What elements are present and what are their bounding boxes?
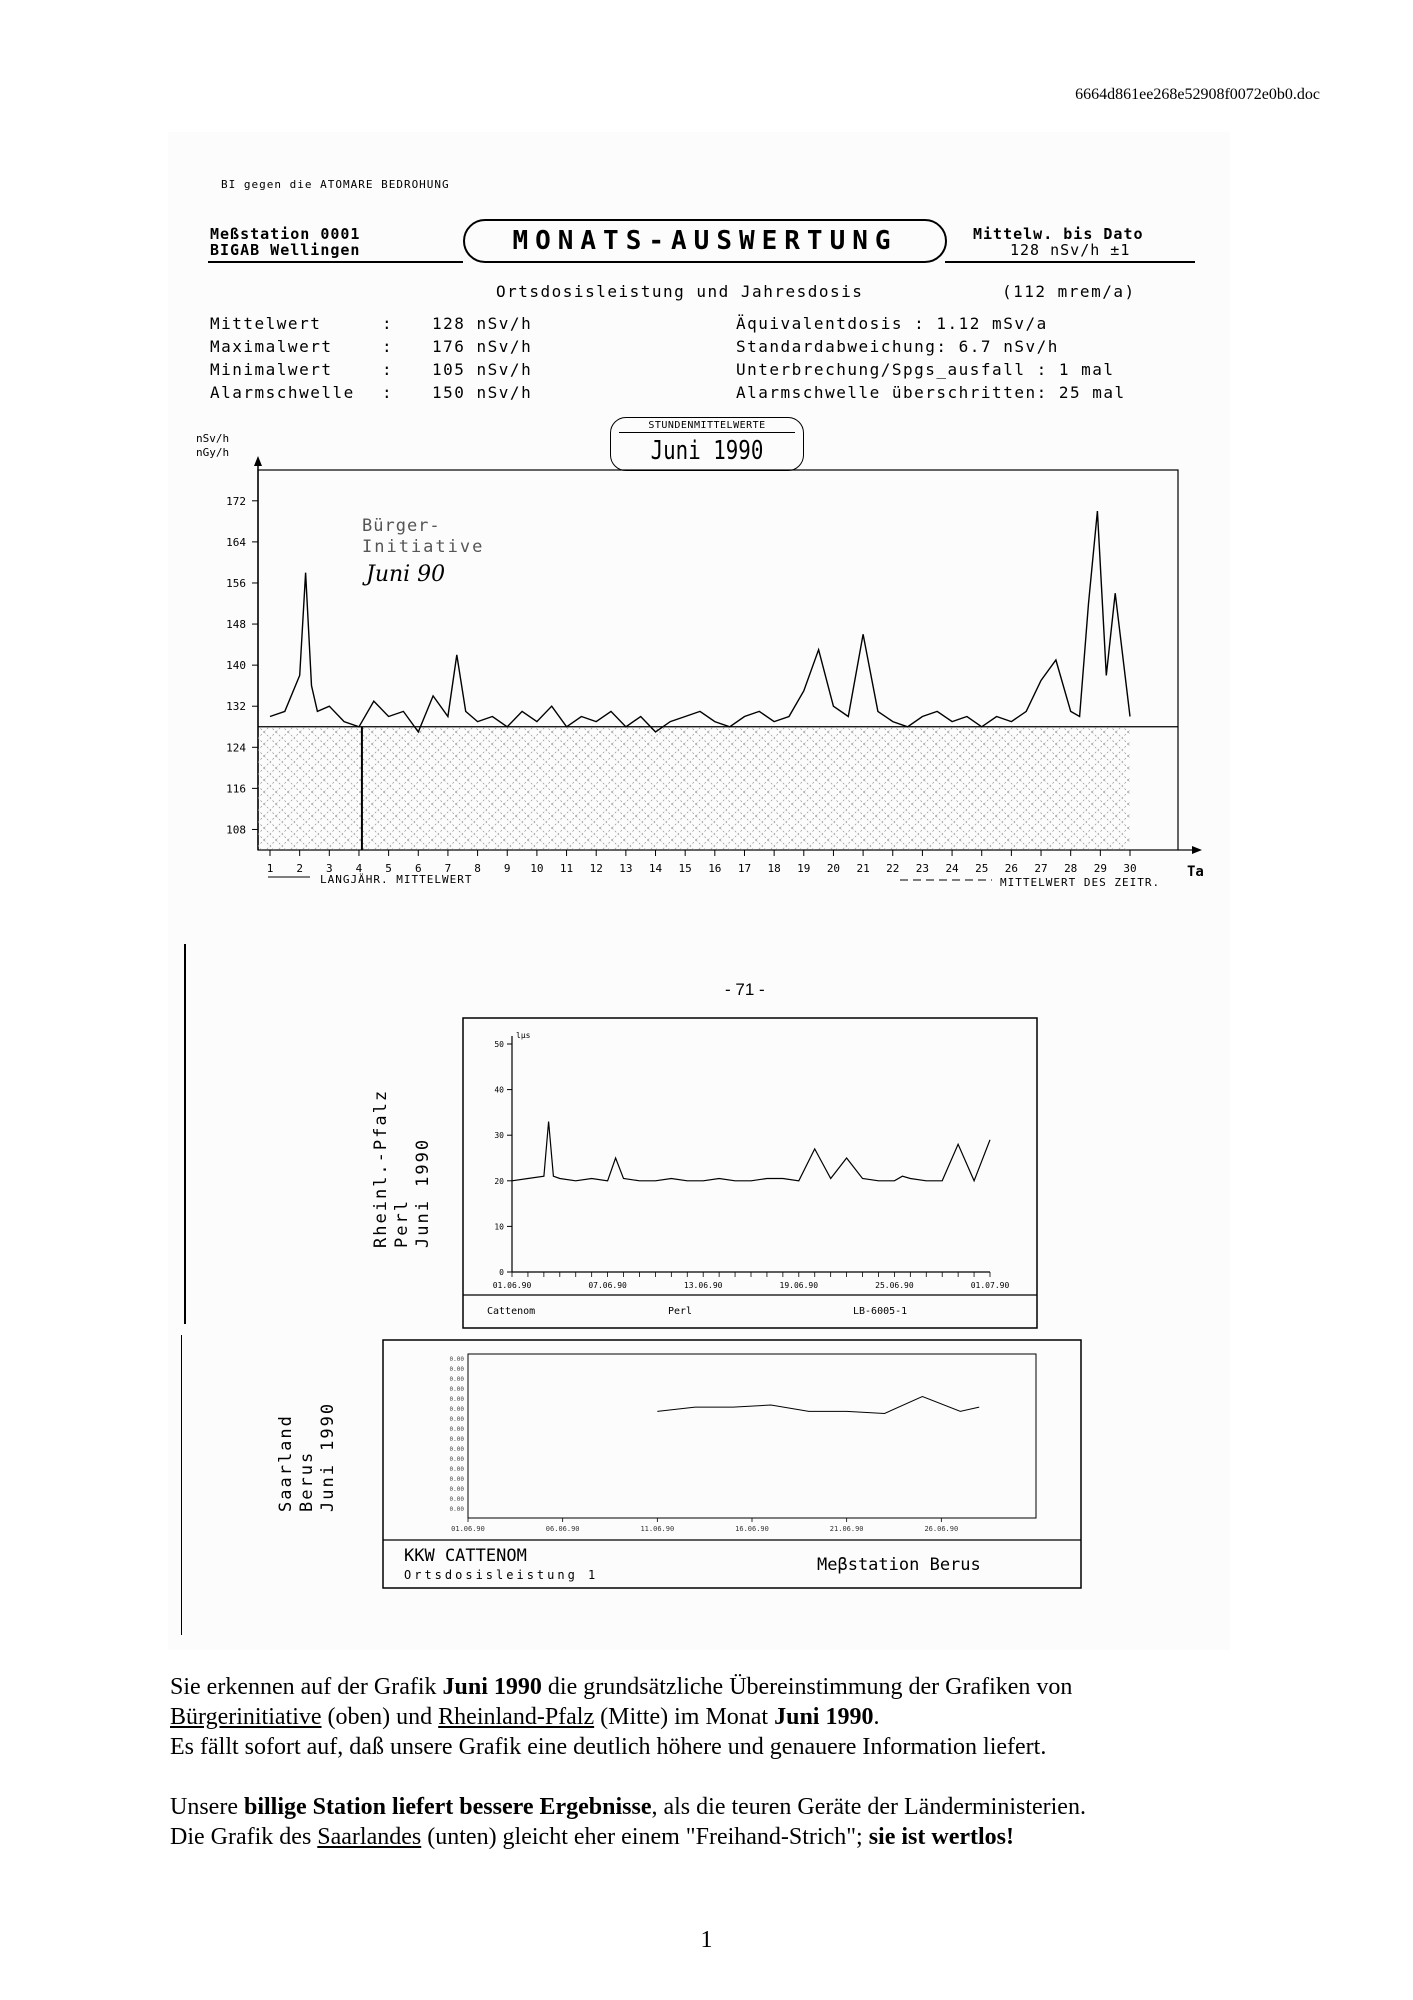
- stat-sep-3: :: [382, 383, 394, 402]
- badge-caption: STUNDENMITTELWERTE: [611, 420, 803, 431]
- middle-series-line: [512, 1122, 990, 1181]
- stamp-line-1: Bürger-: [362, 516, 441, 536]
- org-line: BI gegen die ATOMARE BEDROHUNG: [221, 178, 450, 191]
- subtitle-right: (112 mrem/a): [1002, 282, 1136, 301]
- bottom-side-label-2: Berus: [297, 1450, 317, 1512]
- bottom-y-tick-label-faint: 0.00: [449, 1366, 464, 1373]
- y-unit-2: nGy/h: [196, 446, 230, 459]
- x-tick-label: 29: [1093, 862, 1107, 875]
- mittelwert-line-1: Mittelw. bis Dato: [973, 225, 1144, 243]
- middle-y-tick-label: 0: [499, 1268, 504, 1277]
- middle-y-tick-label: 50: [494, 1040, 504, 1049]
- middle-y-tick-label: 30: [494, 1131, 504, 1141]
- x-tick-label: 2: [296, 862, 303, 875]
- stat-right-3: Alarmschwelle überschritten: 25 mal: [736, 383, 1126, 402]
- middle-side-label-3: Juni 1990: [413, 1137, 433, 1248]
- x-tick-label: 11: [559, 862, 574, 875]
- bottom-y-tick-label-faint: 0.00: [449, 1466, 464, 1473]
- middle-y-tick-label: 20: [494, 1176, 504, 1186]
- middle-y-tick-label: 40: [494, 1085, 504, 1095]
- x-tick-label: 12: [589, 862, 603, 875]
- bottom-series-line: [657, 1397, 979, 1414]
- x-axis-end-label: Ta: [1187, 864, 1204, 880]
- bottom-footer-line-2: Ortsdosisleistung 1: [404, 1568, 599, 1582]
- y-tick-label: 124: [226, 741, 246, 755]
- x-tick-label: 24: [945, 862, 959, 875]
- stat-value-0: 128 nSv/h: [432, 314, 533, 333]
- station-line-1: Meßstation 0001: [210, 225, 361, 243]
- page-number: 1: [700, 1927, 713, 1953]
- scan-edge-bar-1: [184, 944, 186, 1324]
- bottom-y-tick-label-faint: 0.00: [449, 1496, 464, 1503]
- bottom-y-tick-label-faint: 0.00: [449, 1426, 464, 1433]
- middle-side-label-1: Rheinl.-Pfalz: [371, 1088, 391, 1248]
- middle-x-tick-label: 01.07.90: [970, 1281, 1010, 1290]
- stamp-handwriting: Juni 90: [366, 562, 446, 587]
- x-tick-label: 13: [619, 862, 633, 875]
- x-tick-label: 23: [915, 862, 930, 875]
- caption-text: Sie erkennen auf der Grafik: [170, 1674, 443, 1700]
- middle-unit: lμs: [516, 1031, 531, 1040]
- x-tick-label: 3: [325, 862, 333, 875]
- caption-line-4: [170, 1792, 1086, 1822]
- stat-sep-2: :: [382, 360, 394, 379]
- caption-text: die grundsätzliche Übereinstimmung der Grafiken von: [541, 1674, 1073, 1700]
- bottom-footer-line-1: KKW CATTENOM: [404, 1546, 527, 1566]
- stat-label-1: Maximalwert: [210, 337, 333, 356]
- bottom-y-tick-label-faint: 0.00: [449, 1476, 464, 1483]
- bottom-x-tick-label: 16.06.90: [735, 1525, 769, 1533]
- x-tick-label: 28: [1064, 862, 1078, 875]
- caption-bold: Juni 1990: [442, 1674, 542, 1700]
- middle-y-tick-label: 10: [494, 1222, 504, 1232]
- middle-x-tick-label: 25.06.90: [875, 1281, 914, 1290]
- stat-value-3: 150 nSv/h: [432, 383, 533, 402]
- caption-text: Die Grafik des: [170, 1824, 318, 1850]
- x-tick-label: 19: [797, 862, 811, 875]
- x-tick-label: 22: [886, 862, 900, 875]
- bottom-x-tick-label: 21.06.90: [829, 1525, 864, 1533]
- x-tick-label: 1: [266, 862, 274, 875]
- bottom-y-tick-label-faint: 0.00: [449, 1406, 464, 1413]
- middle-chart: [0, 940, 1413, 1340]
- stat-sep-0: :: [382, 314, 394, 333]
- caption-bold: billige Station liefert bessere Ergebnisse: [243, 1794, 652, 1820]
- middle-side-label: [371, 1089, 434, 1248]
- x-tick-label: 15: [678, 862, 692, 875]
- bottom-plot-frame: [468, 1354, 1036, 1518]
- bottom-y-tick-label-faint: 0.00: [449, 1436, 464, 1443]
- caption-text: , als die teuren Geräte der Länderministerien.: [651, 1794, 1086, 1820]
- bottom-y-tick-label-faint: 0.00: [449, 1386, 464, 1393]
- stat-label-3: Alarmschwelle: [210, 383, 355, 402]
- legend-left-label: LANGJÄHR. MITTELWERT: [320, 873, 473, 886]
- middle-footer-right: LB-6005-1: [853, 1306, 908, 1317]
- middle-outer-frame: [463, 1018, 1037, 1328]
- x-tick-label: 30: [1123, 862, 1137, 875]
- page-marker: - 71 -: [725, 980, 765, 999]
- bottom-y-tick-label-faint: 0.00: [449, 1416, 464, 1423]
- bottom-side-label-1: Saarland: [276, 1414, 296, 1512]
- caption-line-1: [170, 1672, 1072, 1702]
- bottom-footer-right: Meβstation Berus: [817, 1555, 981, 1575]
- stamp-line-2: Initiative: [362, 537, 485, 557]
- x-tick-label: 5: [385, 862, 392, 875]
- middle-footer-mid: Perl: [668, 1306, 693, 1317]
- bottom-x-tick-label: 11.06.90: [640, 1525, 675, 1533]
- middle-side-label-2: Perl: [392, 1199, 412, 1248]
- x-tick-label: 7: [444, 862, 452, 875]
- bottom-x-tick-label: 06.06.90: [545, 1525, 580, 1533]
- badge-month: Juni 1990: [650, 436, 764, 466]
- y-tick-label: 108: [226, 823, 246, 837]
- stat-label-0: Mittelwert: [210, 314, 322, 333]
- subtitle: Ortsdosisleistung und Jahresdosis: [496, 282, 864, 301]
- y-tick-label: 156: [226, 576, 246, 590]
- stat-label-2: Minimalwert: [210, 360, 333, 379]
- y-tick-label: 148: [226, 618, 246, 632]
- caption-underlined: Saarlandes: [317, 1824, 422, 1850]
- reference-hatch-area: [258, 727, 1130, 850]
- stat-right-2: Unterbrechung/Spgs_ausfall : 1 mal: [736, 360, 1115, 379]
- x-tick-label: 26: [1004, 862, 1019, 875]
- x-tick-label: 16: [708, 862, 722, 875]
- bottom-chart: [0, 1335, 1413, 1655]
- stat-right-1: Standardabweichung: 6.7 nSv/h: [736, 337, 1059, 356]
- mittelwert-line-2: 128 nSv/h ±1: [1010, 241, 1131, 259]
- stat-sep-1: :: [382, 337, 394, 356]
- bottom-y-tick-label-faint: 0.00: [449, 1396, 464, 1403]
- stat-value-2: 105 nSv/h: [432, 360, 533, 379]
- caption-text: .: [873, 1704, 880, 1730]
- bottom-y-tick-label-faint: 0.00: [449, 1446, 464, 1453]
- stat-right-0: Äquivalentdosis : 1.12 mSv/a: [736, 314, 1048, 333]
- x-tick-label: 8: [474, 862, 481, 875]
- x-tick-label: 25: [975, 862, 989, 875]
- middle-x-tick-label: 07.06.90: [588, 1281, 627, 1290]
- middle-x-tick-label: 19.06.90: [779, 1281, 819, 1290]
- y-tick-label: 172: [226, 494, 246, 508]
- caption-underlined: Rheinland-Pfalz: [438, 1704, 595, 1730]
- station-line-2: BIGAB Wellingen: [210, 241, 361, 259]
- caption-line-2: [170, 1702, 879, 1732]
- caption-text: (oben) und: [321, 1704, 439, 1730]
- y-tick-label: 116: [226, 782, 246, 796]
- y-axis-arrow: [254, 456, 262, 466]
- y-tick-label: 132: [226, 700, 246, 714]
- x-tick-label: 21: [856, 862, 870, 875]
- y-tick-label: 164: [226, 535, 246, 549]
- middle-x-tick-label: 01.06.90: [492, 1281, 532, 1290]
- x-tick-label: 18: [767, 862, 781, 875]
- caption-underlined: Bürgerinitiative: [170, 1704, 322, 1730]
- bottom-y-tick-label-faint: 0.00: [449, 1376, 464, 1383]
- y-tick-label: 140: [226, 659, 246, 673]
- y-unit-1: nSv/h: [196, 432, 230, 445]
- caption-text: (unten) gleicht eher einem "Freihand-Strich";: [421, 1824, 869, 1850]
- report-title: MONATS-AUSWERTUNG: [463, 219, 947, 263]
- bottom-side-label-3: Juni 1990: [318, 1401, 338, 1512]
- bottom-y-tick-label-faint: 0.00: [449, 1506, 464, 1513]
- x-tick-label: 10: [530, 862, 544, 875]
- bottom-x-tick-label: 01.06.90: [451, 1525, 485, 1533]
- legend-right-label: MITTELWERT DES ZEITR.: [1000, 876, 1161, 889]
- bottom-x-tick-label: 26.06.90: [924, 1525, 959, 1533]
- bottom-side-label: [276, 1402, 339, 1512]
- bottom-y-tick-label-faint: 0.00: [449, 1456, 464, 1463]
- x-tick-label: 17: [737, 862, 752, 875]
- document-id: 6664d861ee268e52908f0072e0b0.doc: [1075, 86, 1320, 103]
- middle-footer-left: Cattenom: [487, 1306, 536, 1317]
- caption-line-3: Es fällt sofort auf, daß unsere Grafik eine deutlich höhere und genauere Information liefert.: [170, 1734, 1047, 1760]
- x-tick-label: 27: [1034, 862, 1048, 875]
- caption-line-5: [170, 1822, 1014, 1852]
- middle-x-tick-label: 13.06.90: [683, 1281, 723, 1290]
- bottom-y-tick-label-faint: 0.00: [449, 1486, 464, 1493]
- caption-text: (Mitte) im Monat: [594, 1704, 775, 1730]
- bottom-y-tick-label-faint: 0.00: [449, 1356, 464, 1363]
- caption-bold: Juni 1990: [774, 1704, 874, 1730]
- top-chart: [0, 0, 1413, 940]
- caption-bold: sie ist wertlos!: [868, 1824, 1014, 1850]
- x-tick-label: 6: [414, 862, 422, 875]
- x-tick-label: 14: [648, 862, 663, 875]
- stat-value-1: 176 nSv/h: [432, 337, 533, 356]
- scan-edge-bar-2: [181, 1335, 182, 1635]
- caption-text: Unsere: [170, 1794, 244, 1820]
- x-tick-label: 9: [503, 862, 511, 875]
- x-tick-label: 20: [826, 862, 841, 875]
- x-tick-label: 4: [355, 862, 363, 875]
